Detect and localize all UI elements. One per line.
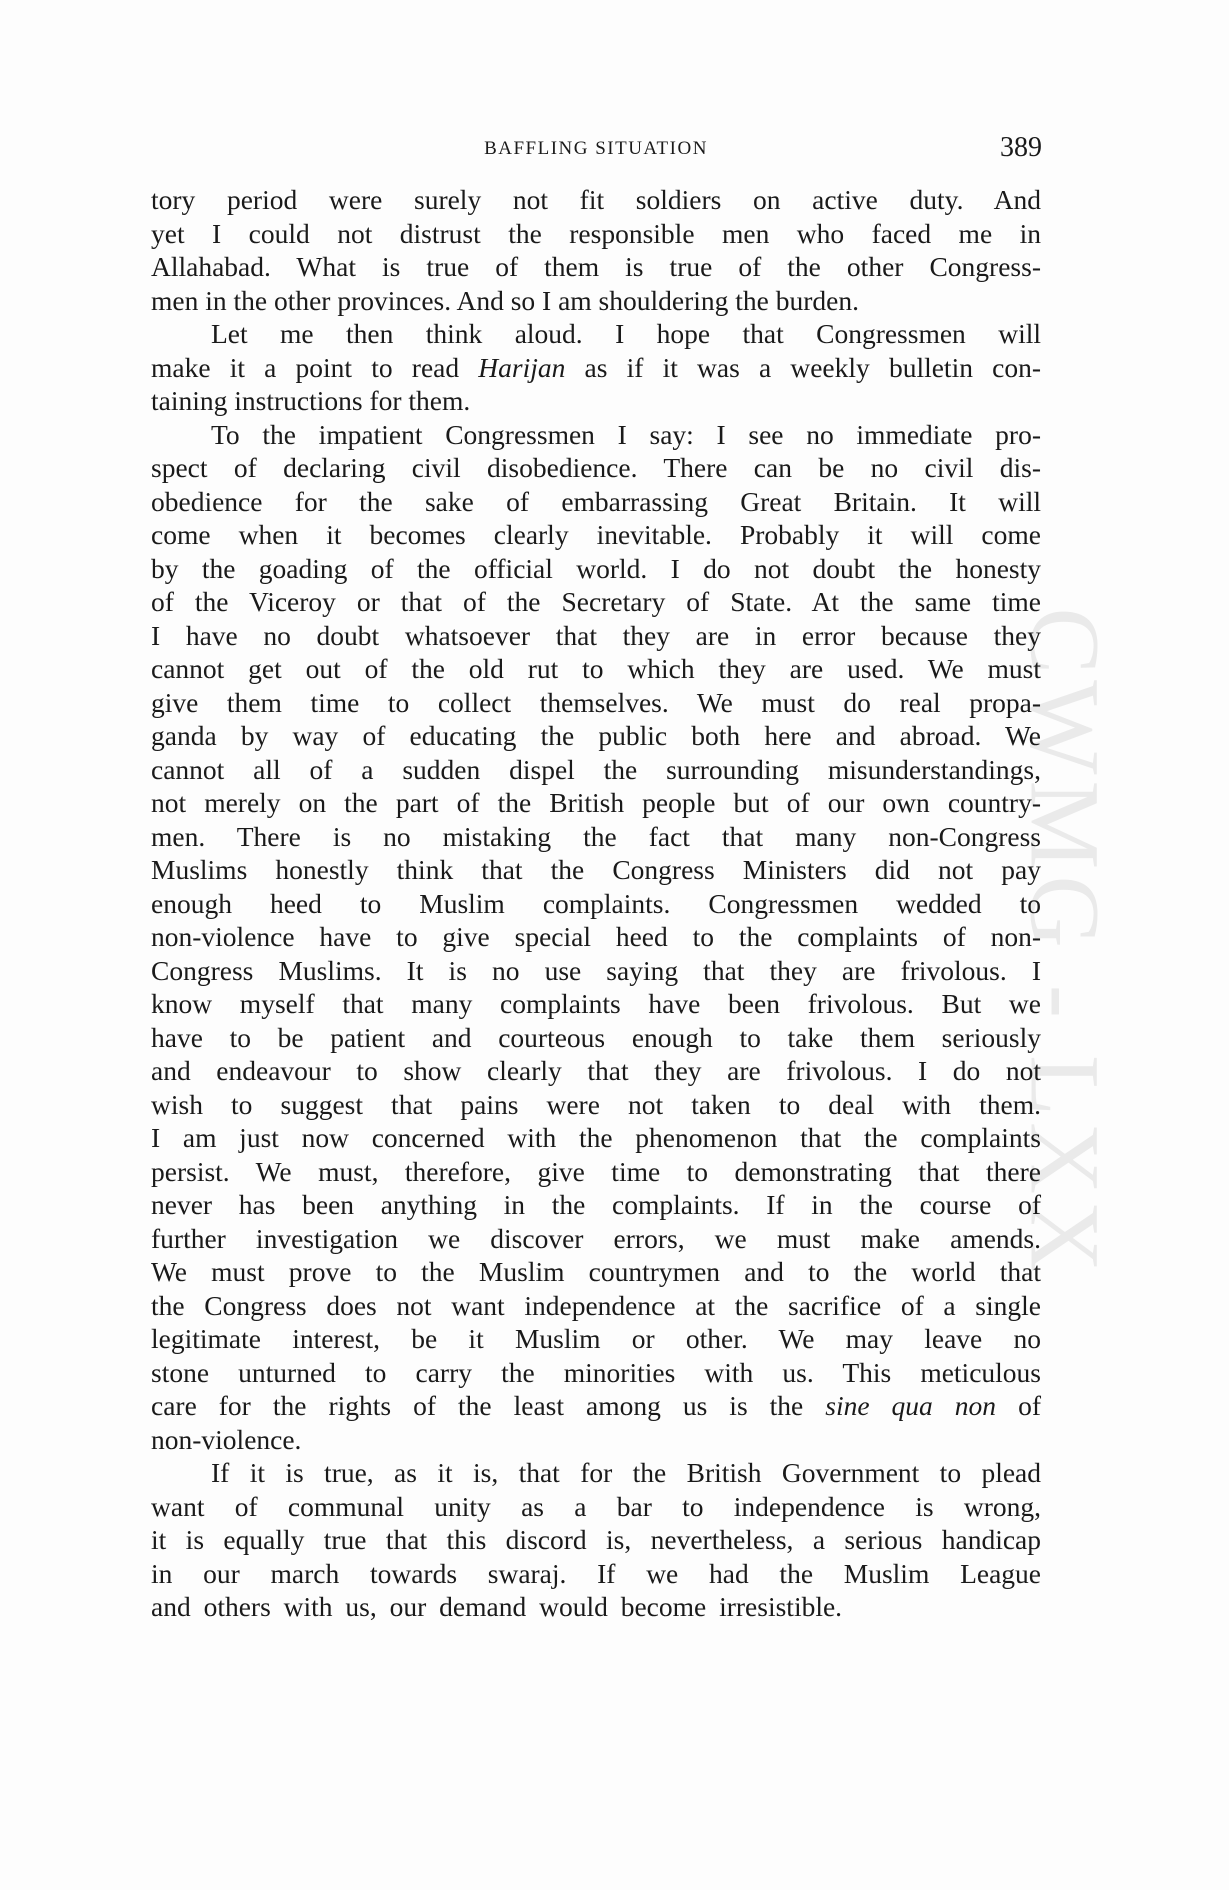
text-line bbox=[151, 987, 1041, 1021]
text-line bbox=[151, 887, 1041, 921]
text-segment: I am just now concerned with the phenomenon that the complaints bbox=[151, 1122, 1041, 1153]
text-line bbox=[151, 652, 1041, 686]
text-segment: want of communal unity as a bar to independence is wrong, bbox=[151, 1490, 1041, 1522]
text-segment: not merely on the part of the British people but of our own country- bbox=[151, 787, 1041, 818]
text-segment: Congress Muslims. It is no use saying that they are frivolous. I bbox=[151, 954, 1041, 986]
text-line bbox=[151, 1523, 1041, 1557]
text-line bbox=[151, 1188, 1041, 1222]
text-line bbox=[151, 1054, 1041, 1088]
body-text bbox=[151, 183, 1041, 1624]
text-segment: stone unturned to carry the minorities with us. This meticulous bbox=[151, 1356, 1041, 1388]
text-segment: of bbox=[996, 1390, 1041, 1421]
text-line bbox=[151, 853, 1041, 887]
text-segment: by the goading of the official world. I do not doubt the honesty bbox=[151, 552, 1041, 584]
text-segment: as if it was a weekly bulletin con- bbox=[565, 351, 1041, 383]
text-segment: legitimate interest, be it Muslim or other. We may leave no bbox=[151, 1323, 1041, 1354]
text-segment: non-violence. bbox=[151, 1423, 302, 1455]
text-segment: Allahabad. What is true of them is true of the other Congress- bbox=[151, 251, 1041, 282]
watermark-text: CWMG - LXX bbox=[1009, 606, 1121, 1279]
text-segment: cannot all of a sudden dispel the surrounding misunderstandings, bbox=[151, 753, 1041, 785]
text-segment: know myself that many complaints have been frivolous. But we bbox=[151, 988, 1041, 1019]
text-line bbox=[151, 954, 1041, 988]
text-line bbox=[151, 552, 1041, 586]
text-line bbox=[151, 786, 1041, 820]
text-line bbox=[151, 753, 1041, 787]
text-segment: never has been anything in the complaints. If in the course of bbox=[151, 1189, 1041, 1220]
text-line bbox=[151, 719, 1041, 753]
text-line bbox=[151, 1021, 1041, 1055]
text-segment: ganda by way of educating the public both here and abroad. We bbox=[151, 720, 1041, 751]
text-line bbox=[151, 183, 1041, 217]
text-line bbox=[151, 1389, 1041, 1423]
text-line bbox=[151, 820, 1041, 854]
text-segment: enough heed to Muslim complaints. Congressmen wedded to bbox=[151, 887, 1041, 919]
text-segment: non-violence have to give special heed to the complaints of non- bbox=[151, 921, 1041, 952]
text-line bbox=[151, 619, 1041, 653]
text-segment: cannot get out of the old rut to which they are used. We must bbox=[151, 653, 1041, 684]
text-segment: it is equally true that this discord is, nevertheless, a serious handicap bbox=[151, 1524, 1041, 1555]
text-line bbox=[151, 1155, 1041, 1189]
text-segment: Let me then think aloud. I hope that Congressmen will bbox=[211, 318, 1041, 349]
text-line bbox=[151, 585, 1041, 619]
text-segment: I have no doubt whatsoever that they are in error because they bbox=[151, 619, 1041, 651]
text-line bbox=[151, 1255, 1041, 1289]
text-segment: in our march towards swaraj. If we had the Muslim League bbox=[151, 1557, 1041, 1589]
text-segment: care for the rights of the least among us is the bbox=[151, 1390, 826, 1421]
text-segment: persist. We must, therefore, give time to demonstrating that there bbox=[151, 1155, 1041, 1187]
text-segment: the Congress does not want independence at the sacrifice of a single bbox=[151, 1289, 1041, 1321]
text-line bbox=[151, 1356, 1041, 1390]
text-line bbox=[151, 1456, 1041, 1490]
text-line bbox=[151, 1490, 1041, 1524]
page-number: 389 bbox=[1000, 132, 1042, 163]
text-segment: men in the other provinces. And so I am shouldering the burden. bbox=[151, 284, 859, 316]
text-segment: and endeavour to show clearly that they are frivolous. I do not bbox=[151, 1055, 1041, 1086]
text-segment: Muslims honestly think that the Congress Ministers did not pay bbox=[151, 854, 1041, 885]
text-segment: give them time to collect themselves. We must do real propa- bbox=[151, 686, 1041, 718]
text-segment: If it is true, as it is, that for the British Government to plead bbox=[211, 1457, 1041, 1488]
text-segment: We must prove to the Muslim countrymen and to the world that bbox=[151, 1256, 1041, 1287]
text-segment: have to be patient and courteous enough to take them seriously bbox=[151, 1021, 1041, 1053]
text-segment: wish to suggest that pains were not taken to deal with them. bbox=[151, 1088, 1041, 1120]
text-line bbox=[151, 1423, 1041, 1457]
text-segment: taining instructions for them. bbox=[151, 385, 471, 416]
text-segment: spect of declaring civil disobedience. There can be no civil dis- bbox=[151, 452, 1041, 483]
text-line bbox=[151, 1121, 1041, 1155]
text-line bbox=[151, 1289, 1041, 1323]
text-line bbox=[151, 1222, 1041, 1256]
running-head: BAFFLING SITUATION bbox=[484, 138, 708, 159]
text-line bbox=[151, 284, 1041, 318]
text-line bbox=[151, 317, 1041, 351]
text-segment: men. There is no mistaking the fact that many non-Congress bbox=[151, 820, 1041, 852]
text-line bbox=[151, 518, 1041, 552]
text-line bbox=[151, 384, 1041, 418]
text-line bbox=[151, 451, 1041, 485]
text-segment: make it a point to read bbox=[151, 351, 479, 383]
text-line bbox=[151, 250, 1041, 284]
text-segment: yet I could not distrust the responsible men who faced me in bbox=[151, 217, 1041, 249]
text-line bbox=[151, 1557, 1041, 1591]
text-segment: To the impatient Congressmen I say: I see no immediate pro- bbox=[211, 418, 1041, 450]
text-line bbox=[151, 217, 1041, 251]
page-header bbox=[150, 132, 1042, 166]
text-segment: tory period were surely not fit soldiers on active duty. And bbox=[151, 184, 1041, 215]
text-segment: come when it becomes clearly inevitable. Probably it will come bbox=[151, 519, 1041, 550]
text-line bbox=[151, 351, 1041, 385]
text-segment: obedience for the sake of embarrassing Great Britain. It will bbox=[151, 485, 1041, 517]
text-line bbox=[151, 920, 1041, 954]
text-line bbox=[151, 1322, 1041, 1356]
italic-text: Harijan bbox=[478, 351, 566, 383]
text-line bbox=[151, 686, 1041, 720]
text-segment: and others with us, our demand would become irresistible. bbox=[151, 1591, 843, 1622]
text-line bbox=[151, 485, 1041, 519]
text-line bbox=[151, 1590, 1041, 1624]
text-line bbox=[151, 418, 1041, 452]
italic-text: sine qua non bbox=[825, 1390, 997, 1421]
text-line bbox=[151, 1088, 1041, 1122]
text-segment: of the Viceroy or that of the Secretary of State. At the same time bbox=[151, 586, 1041, 617]
text-segment: further investigation we discover errors, we must make amends. bbox=[151, 1222, 1041, 1254]
